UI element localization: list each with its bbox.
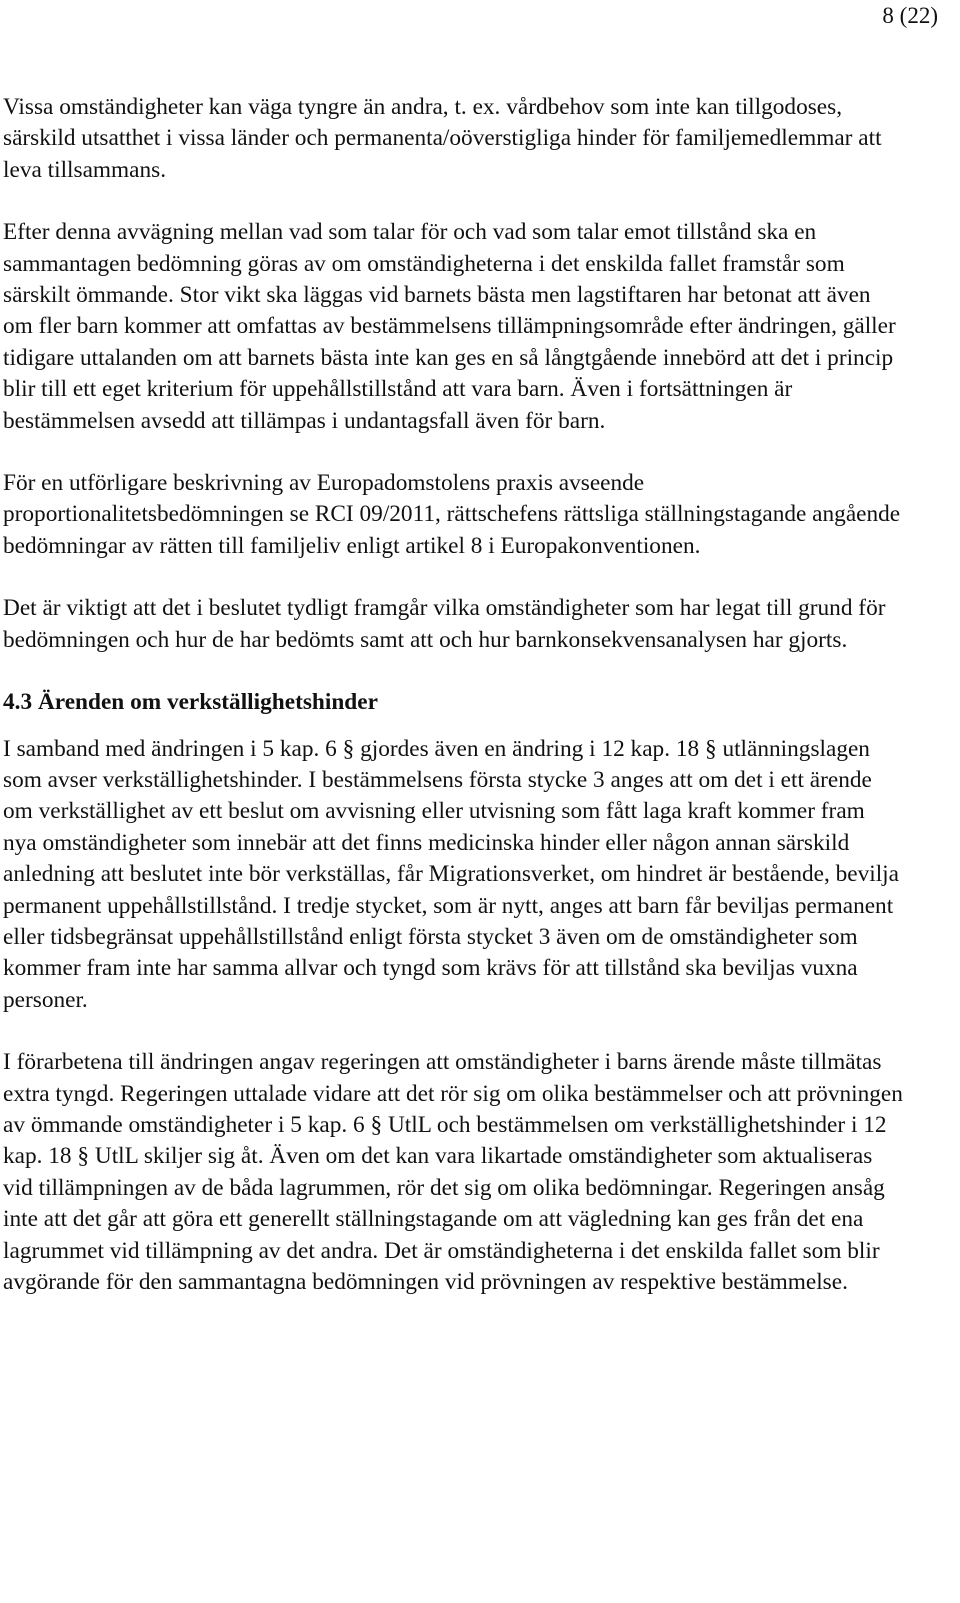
document-body [3,92,903,1329]
paragraph-echr-reference: För en utförligare beskrivning av Europadomstolens praxis avseende proportionalitetsbedömningen se RCI 09/2011, rättschefens rättsliga ställningstagande angående bedömningar av rätten till familjeliv enligt artikel 8 i Europakonventionen. [3,470,901,559]
page-number: 8 (22) [882,3,938,28]
paragraph-overall-assessment: Efter denna avvägning mellan vad som talar för och vad som talar emot tillstånd ska en sammantagen bedömning göras av om omständigheterna i det enskilda fallet framstår som särskilt ömmande. Stor vikt ska läggas vid barnets bästa men lagstiftaren har betonat att även om fler barn kommer att omfattas av bestämmelsens tillämpningsområde efter ändringen, gäller tidigare uttalanden om att barnets bästa inte kan ges en så långtgående innebörd att det i princip blir till ett eget kriterium för uppehållstillstånd att vara barn. Även i fortsättningen är bestämmelsen avsedd att tillämpas i undantagsfall även för barn. [3,219,896,434]
paragraph-preparatory-works: I förarbetena till ändringen angav regeringen att omständigheter i barns ärende måste tillmätas extra tyngd. Regeringen uttalade vidare att det rör sig om olika bestämmelser och att prövningen av ömmande omständigheter i 5 kap. 6 § UtlL och bestämmelsen om verkställighetshinder i 12 kap. 18 § UtlL skiljer sig åt. Även om det kan vara likartade omständigheter som aktualiseras vid tillämpningen av de båda lagrummen, rör det sig om olika bedömningar. Regeringen ansåg inte att det går att göra ett generellt ställningstagande om att vägledning kan ges från det ena lagrummet vid tillämpning av det andra. Det är omständigheterna i det enskilda fallet som blir avgörande för den sammantagna bedömningen vid prövningen av respektive bestämmelse. [3,1049,903,1295]
section-heading: 4.3 Ärenden om verkställighetshinder [3,689,378,716]
paragraph-circumstances: Vissa omständigheter kan väga tyngre än andra, t. ex. vårdbehov som inte kan tillgodoses, särskild utsatthet i vissa länder och permanenta/oöverstigliga hinder för familjemedlemmar att leva tillsammans. [3,94,882,183]
paragraph-enforcement-obstacles: I samband med ändringen i 5 kap. 6 § gjordes även en ändring i 12 kap. 18 § utlänningslagen som avser verkställighetshinder. I bestämmelsens första stycke 3 anges att om det i ett ärende om verkställighet av ett beslut om avvisning eller utvisning som fått laga kraft kommer fram nya omständigheter som innebär att det finns medicinska hinder eller någon annan särskild anledning att beslutet inte bör verkställas, får Migrationsverket, om hindret är bestående, bevilja permanent uppehållstillstånd. I tredje stycket, som är nytt, anges att barn får beviljas permanent eller tidsbegränsat uppehållstillstånd enligt första stycket 3 även om de omständigheter som kommer fram inte har samma allvar och tyngd som krävs för att tillstånd ska beviljas vuxna personer. [3,735,899,1013]
paragraph-decision-clarity: Det är viktigt att det i beslutet tydligt framgår vilka omständigheter som har legat till grund för bedömningen och hur de har bedömts samt att och hur barnkonsekvensanalysen har gjorts. [3,595,886,653]
